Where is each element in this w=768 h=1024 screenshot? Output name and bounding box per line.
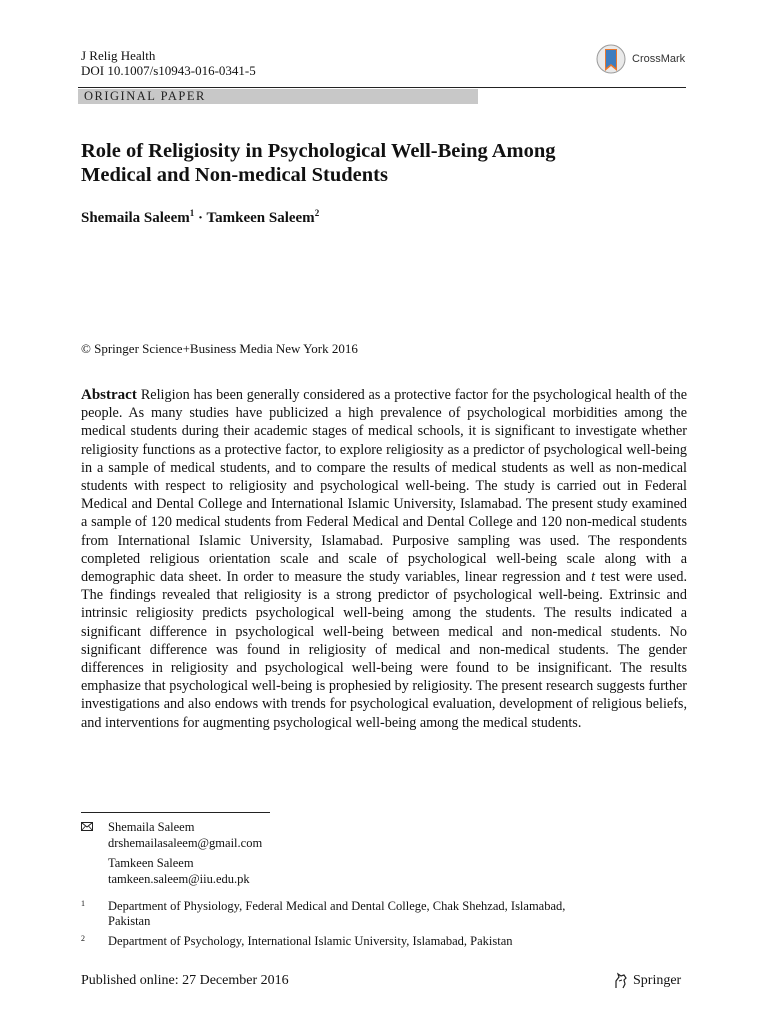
affiliation-2-text (108, 934, 638, 949)
copyright-notice: © Springer Science+Business Media New York 2016 (81, 341, 358, 356)
abstract-text-1: Religion has been generally considered as a protective factor for the psychological health of the people. As many studies have publicized a high prevalence of psychological morbidities among the medical students during their academic stages of medical schools, it is significant to investigate whether religiosity functions as a protective factor, to explore religiosity as a predictor of psychological well-being in a sample of medical students, and to compare the results of medical students as well as non-medical students with respect to religiosity and psychological well-being. The study is carried out in Federal Medical and Dental College and International Islamic University, Islamabad. The present study examined a sample of 120 medical students from Federal Medical and Dental College and 120 non-medical students from International Islamic University, Islamabad. Purposive sampling was used. The respondents completed religious orientation scale and scale of psychological well-being scale along with a demographic data sheet. In order to measure the study variables, linear regression and (81, 387, 687, 586)
crossmark-badge[interactable] (596, 42, 696, 76)
affiliation-1-line-2: Pakistan (108, 914, 151, 928)
abstract-label: Abstract (81, 387, 137, 403)
abstract-t-symbol: t (591, 569, 596, 586)
crossmark-icon (596, 42, 626, 76)
paper-title (81, 139, 701, 187)
footnote-separator (81, 812, 270, 813)
abstract-text-2: test were used. The findings revealed that religiosity is a strong predictor of psychological well-being. Extrinsic and intrinsic religiosity predicts psychological well-being among the students. The results indicated a significant difference in psychological well-being between medical and non-medical students. No significant difference was found in religiosity of medical and non-medical students. The gender differences in religiosity and psychological well-being were found to be insignificant. The results emphasize that psychological well-being is prophesied by religiosity. The present research suggests further investigations and also endows with trends for psychological evaluation, development of religious beliefs, and interventions for augmenting psychological well-being among the medical students. (81, 569, 687, 731)
author-2[interactable]: Tamkeen Saleem (206, 210, 315, 226)
springer-horse-icon (613, 972, 629, 990)
author-2-affil: 2 (314, 208, 320, 218)
journal-info (81, 48, 256, 78)
affiliation-1-num: 1 (81, 899, 85, 908)
crossmark-label: CrossMark (632, 53, 686, 65)
affiliation-1-line-1: Department of Physiology, Federal Medical and Dental College, Chak Shehzad, Islamabad, (108, 899, 566, 913)
author-1[interactable]: Shemaila Saleem (81, 210, 190, 226)
publisher-logo[interactable] (613, 972, 693, 992)
publisher-name: Springer (633, 973, 682, 988)
title-line-1: Role of Religiosity in Psychological Well-Being Among (81, 140, 556, 162)
journal-name: J Relig Health (81, 48, 156, 63)
author-separator: · (194, 210, 207, 226)
affiliation-2-num: 2 (81, 934, 85, 943)
abstract (81, 386, 687, 732)
contact-name-2: Tamkeen Saleem (108, 856, 194, 870)
header-rule (78, 87, 686, 88)
section-label: ORIGINAL PAPER (84, 89, 206, 103)
contact-email-1[interactable]: drshemailasaleem@gmail.com (108, 836, 263, 850)
title-line-2: Medical and Non-medical Students (81, 164, 388, 186)
affiliation-1-text (108, 899, 638, 929)
contact-name-1: Shemaila Saleem (108, 820, 195, 834)
author-list (81, 208, 319, 227)
contact-email-2[interactable]: tamkeen.saleem@iiu.edu.pk (108, 872, 250, 886)
affiliation-2-line-1: Department of Psychology, International Islamic University, Islamabad, Pakistan (108, 934, 513, 948)
author-1-affil: 1 (189, 208, 195, 218)
envelope-icon (81, 822, 93, 831)
section-banner (78, 89, 478, 104)
published-date: Published online: 27 December 2016 (81, 973, 289, 988)
doi[interactable]: DOI 10.1007/s10943-016-0341-5 (81, 63, 256, 78)
